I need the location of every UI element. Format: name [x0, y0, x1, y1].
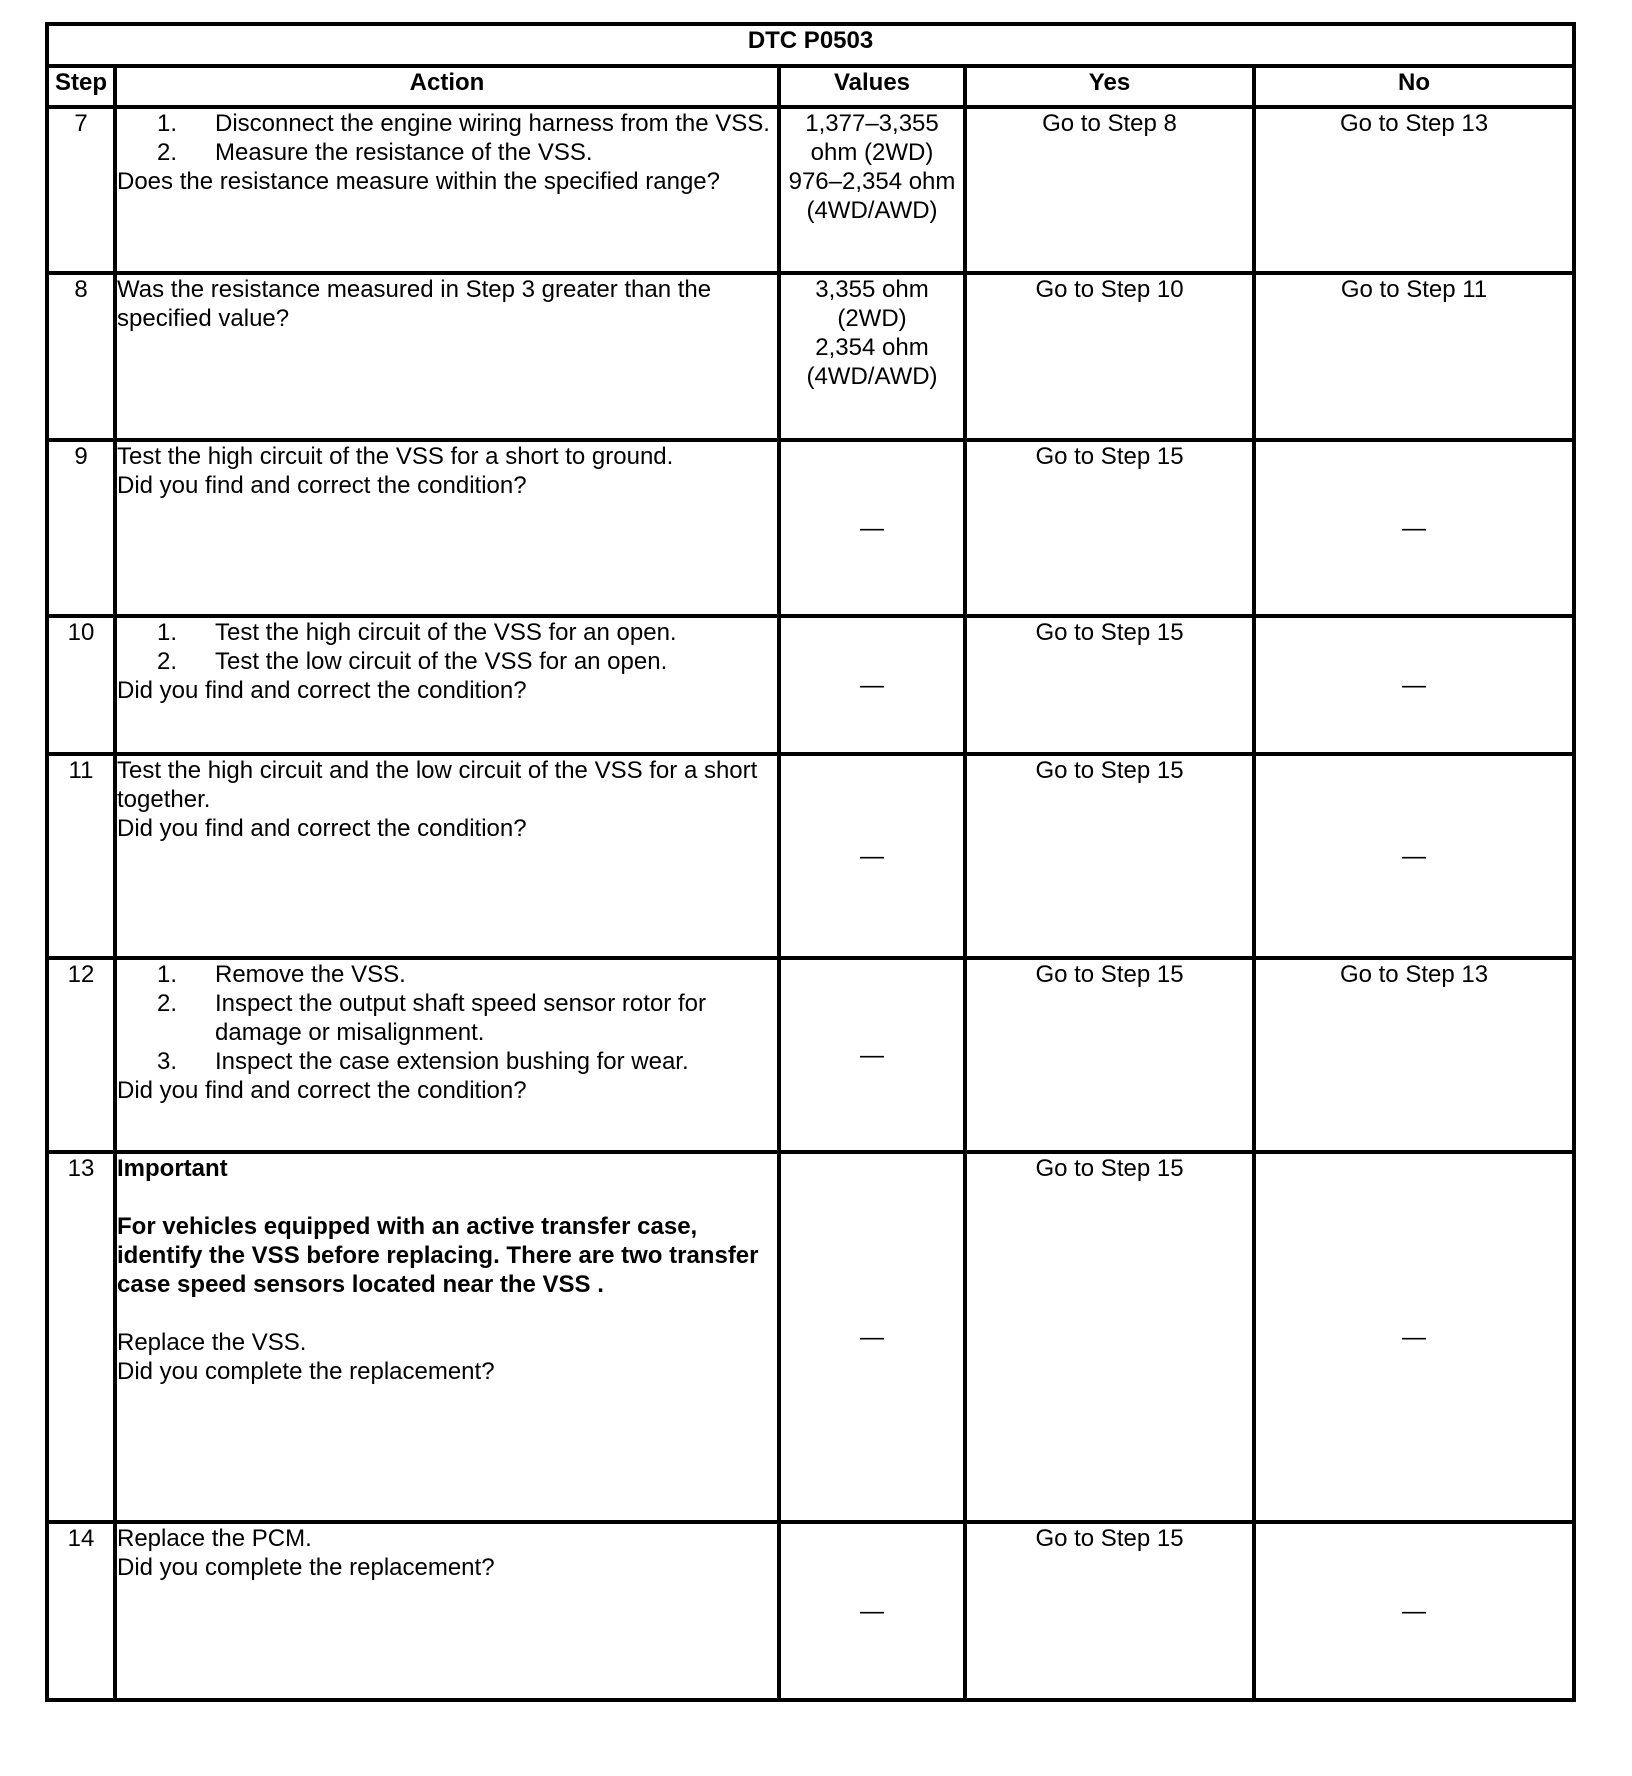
list-item: 1. Test the high circuit of the VSS for an open. [156, 619, 677, 646]
table-title: DTC P0503 [47, 24, 1574, 66]
value-4wd: 976–2,354 ohm (4WD/AWD) [788, 168, 956, 224]
value-dash: — [860, 1597, 884, 1625]
list-item: 1. Remove the VSS. [156, 961, 406, 988]
step-number: 10 [47, 616, 115, 754]
no-dash: — [1402, 1323, 1426, 1351]
table-row [47, 1152, 1574, 1522]
no-cell [1254, 616, 1574, 754]
header-yes: Yes [965, 66, 1254, 107]
step-number: 12 [47, 958, 115, 1152]
action-text: Replace the VSS. [117, 1329, 307, 1356]
action-question: Did you find and correct the condition? [117, 1077, 527, 1104]
yes-goto: Go to Step 15 [1035, 1525, 1184, 1552]
value-dash: — [860, 842, 884, 870]
no-cell [1254, 958, 1574, 1152]
yes-goto: Go to Step 15 [1035, 619, 1184, 646]
action-cell [115, 1152, 779, 1522]
values-cell [779, 1152, 965, 1522]
table-row [47, 107, 1574, 273]
action-cell [115, 440, 779, 616]
yes-cell [965, 440, 1254, 616]
action-text: Was the resistance measured in Step 3 greater than the specified value? [117, 276, 712, 332]
step-number: 8 [47, 273, 115, 440]
action-text: Test the high circuit and the low circuit of the VSS for a short together. [117, 757, 758, 813]
list-item: 2. Test the low circuit of the VSS for an open. [156, 648, 668, 675]
values-cell [779, 754, 965, 958]
value-4wd: 2,354 ohm (4WD/AWD) [806, 334, 938, 390]
yes-goto: Go to Step 15 [1035, 757, 1184, 784]
step-number: 9 [47, 440, 115, 616]
action-question: Does the resistance measure within the specified range? [117, 168, 720, 195]
value-dash: — [860, 1323, 884, 1351]
yes-cell [965, 616, 1254, 754]
yes-goto: Go to Step 15 [1035, 443, 1184, 470]
action-list [117, 960, 777, 1076]
table-row [47, 754, 1574, 958]
action-cell [115, 958, 779, 1152]
important-block [117, 1154, 777, 1357]
list-item: 1. Disconnect the engine wiring harness from the VSS. [156, 110, 770, 137]
values-cell [779, 1522, 965, 1700]
yes-cell [965, 107, 1254, 273]
value-dash: — [860, 671, 884, 699]
no-cell [1254, 754, 1574, 958]
no-dash: — [1402, 514, 1426, 542]
action-list [117, 618, 777, 676]
action-text: Replace the PCM. [117, 1525, 312, 1552]
step-number: 7 [47, 107, 115, 273]
header-no: No [1254, 66, 1574, 107]
no-dash: — [1402, 671, 1426, 699]
important-text: For vehicles equipped with an active transfer case, identify the VSS before replacing. There are two transfer case speed sensors located near the VSS . [117, 1213, 759, 1298]
value-2wd: 3,355 ohm (2WD) [815, 276, 929, 332]
table-row [47, 616, 1574, 754]
yes-cell [965, 754, 1254, 958]
action-question: Did you find and correct the condition? [117, 472, 527, 499]
yes-goto: Go to Step 15 [1035, 961, 1184, 988]
action-question: Did you find and correct the condition? [117, 677, 527, 704]
no-goto: Go to Step 13 [1339, 110, 1489, 137]
no-dash: — [1402, 842, 1426, 870]
table-row [47, 273, 1574, 440]
no-cell [1254, 1152, 1574, 1522]
no-cell [1254, 440, 1574, 616]
no-goto: Go to Step 11 [1340, 276, 1488, 303]
table-row [47, 958, 1574, 1152]
value-dash: — [860, 1041, 884, 1069]
table-row [47, 440, 1574, 616]
action-cell [115, 107, 779, 273]
value-dash: — [860, 514, 884, 542]
action-cell [115, 273, 779, 440]
yes-cell [965, 1522, 1254, 1700]
important-label: Important [117, 1155, 228, 1182]
values-cell [779, 107, 965, 273]
yes-cell [965, 1152, 1254, 1522]
yes-goto: Go to Step 10 [1035, 276, 1184, 303]
header-values: Values [779, 66, 965, 107]
header-action: Action [115, 66, 779, 107]
list-item: 2. Measure the resistance of the VSS. [156, 139, 593, 166]
values-cell [779, 958, 965, 1152]
table-row [47, 1522, 1574, 1700]
values-cell [779, 440, 965, 616]
values-cell [779, 616, 965, 754]
list-item: 3. Inspect the case extension bushing for wear. [156, 1048, 689, 1075]
no-goto: Go to Step 13 [1339, 961, 1489, 988]
step-number: 11 [47, 754, 115, 958]
action-cell [115, 1522, 779, 1700]
value-2wd: 1,377–3,355 ohm (2WD) [805, 110, 939, 166]
yes-goto: Go to Step 15 [1035, 1155, 1184, 1182]
action-text: Test the high circuit of the VSS for a short to ground. [117, 443, 674, 470]
no-dash: — [1402, 1597, 1426, 1625]
dtc-table [45, 22, 1576, 1702]
action-cell [115, 616, 779, 754]
header-step: Step [47, 66, 115, 107]
no-cell [1254, 1522, 1574, 1700]
step-number: 14 [47, 1522, 115, 1700]
yes-cell [965, 273, 1254, 440]
no-cell [1254, 107, 1574, 273]
action-question: Did you complete the replacement? [117, 1554, 495, 1581]
action-list [117, 109, 777, 167]
action-question: Did you complete the replacement? [117, 1358, 495, 1385]
action-question: Did you find and correct the condition? [117, 815, 527, 842]
yes-cell [965, 958, 1254, 1152]
step-number: 13 [47, 1152, 115, 1522]
no-cell [1254, 273, 1574, 440]
action-cell [115, 754, 779, 958]
values-cell [779, 273, 965, 440]
yes-goto: Go to Step 8 [1042, 110, 1177, 137]
list-item: 2. Inspect the output shaft speed sensor rotor for damage or misalignment. [156, 990, 706, 1046]
